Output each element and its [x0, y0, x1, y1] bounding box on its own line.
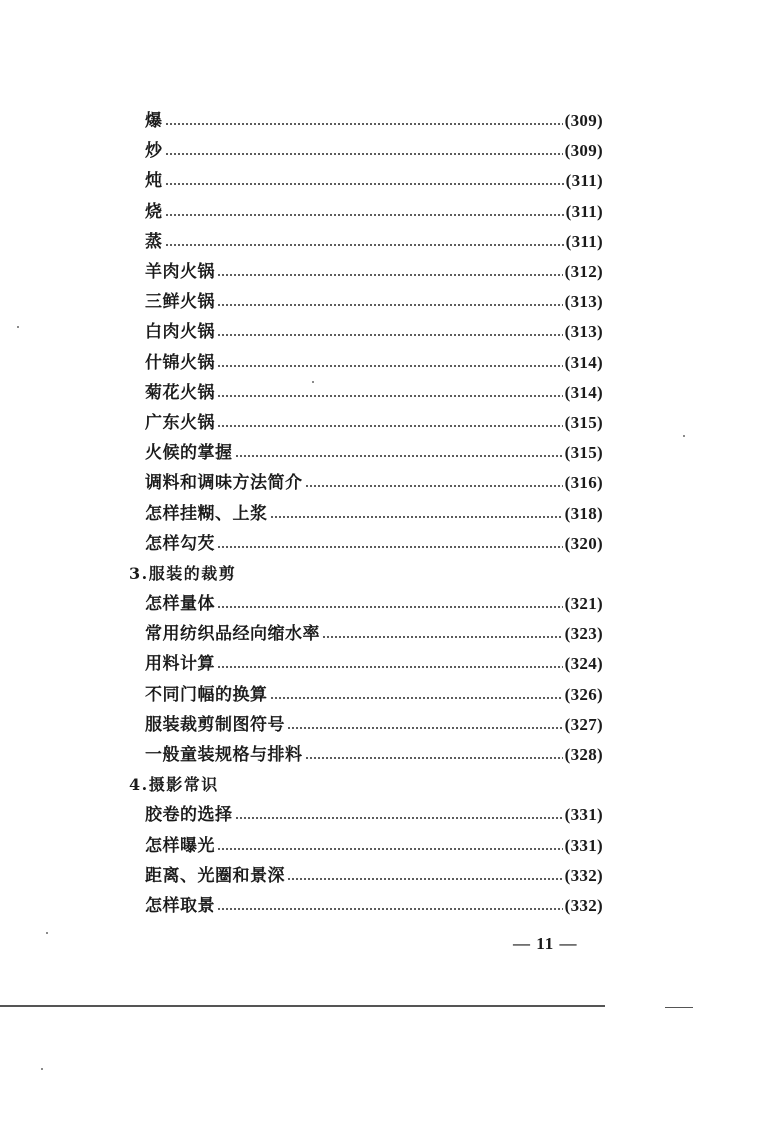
toc-entry-page: (323) — [564, 624, 603, 644]
toc-entry-title: 广东火锅 — [145, 412, 215, 433]
toc-entry — [125, 649, 603, 679]
dot-leader — [165, 183, 564, 185]
toc-entry — [125, 166, 603, 196]
toc-entry-title: 不同门幅的换算 — [145, 684, 268, 705]
dot-leader — [287, 878, 563, 880]
toc-entry — [125, 861, 603, 891]
toc-entry-page: (313) — [564, 292, 603, 312]
toc-entry-title: 火候的掌握 — [145, 443, 233, 464]
scan-speck — [41, 1068, 43, 1070]
scan-speck — [683, 435, 685, 437]
toc-entry — [125, 589, 603, 619]
toc-entry — [125, 408, 603, 438]
toc-entry-page: (321) — [564, 594, 603, 614]
toc-entry-page: (313) — [564, 322, 603, 342]
toc-entry-title: 爆 — [145, 111, 163, 132]
dot-leader — [217, 425, 563, 427]
toc-entry-page: (332) — [564, 895, 603, 915]
toc-entry-title: 用料计算 — [145, 654, 215, 675]
toc-entry-page: (332) — [564, 865, 603, 885]
dot-leader — [217, 666, 563, 668]
toc-entry-page: (327) — [564, 714, 603, 734]
toc-entry — [125, 317, 603, 347]
section-title: 3.服装的裁剪 — [129, 563, 237, 583]
scan-edge-line — [0, 1005, 605, 1007]
dot-leader — [165, 244, 564, 246]
toc-entry-title: 怎样曝光 — [145, 835, 215, 856]
toc-entry-title: 三鲜火锅 — [145, 292, 215, 313]
dot-leader — [217, 274, 563, 276]
toc-entry — [125, 619, 603, 649]
toc-entry-page: (311) — [565, 171, 603, 191]
toc-entry — [125, 378, 603, 408]
toc-entry-page: (324) — [564, 654, 603, 674]
toc-entry-page: (331) — [564, 835, 603, 855]
toc-entry-title: 烧 — [145, 201, 163, 222]
dot-leader — [165, 214, 564, 216]
toc-entry-title: 服装裁剪制图符号 — [145, 714, 285, 735]
toc-entry — [125, 257, 603, 287]
toc-entry-title: 调料和调味方法简介 — [145, 473, 303, 494]
dot-leader — [305, 757, 563, 759]
toc-entry — [125, 800, 603, 830]
dot-leader — [217, 606, 563, 608]
toc-entry-title: 什锦火锅 — [145, 352, 215, 373]
toc-entry-page: (309) — [564, 141, 603, 161]
section-title: 4.摄影常识 — [129, 775, 219, 795]
dot-leader — [270, 516, 563, 518]
toc-entry — [125, 740, 603, 770]
dot-leader — [217, 546, 563, 548]
toc-entry-page: (309) — [564, 111, 603, 131]
dot-leader — [217, 334, 563, 336]
toc-entry — [125, 468, 603, 498]
dot-leader — [235, 817, 563, 819]
toc-entry-title: 羊肉火锅 — [145, 262, 215, 283]
toc-entry-page: (326) — [564, 684, 603, 704]
toc-entry-page: (314) — [564, 352, 603, 372]
toc-entry — [125, 438, 603, 468]
page-number: — 11 — — [513, 934, 578, 953]
toc-entry-title: 胶卷的选择 — [145, 805, 233, 826]
dot-leader — [165, 153, 563, 155]
toc-entry — [125, 831, 603, 861]
toc-entry — [125, 710, 603, 740]
toc-entry-page: (316) — [564, 473, 603, 493]
toc-entry-page: (311) — [565, 201, 603, 221]
dot-leader — [235, 455, 563, 457]
toc-entry-title: 菊花火锅 — [145, 382, 215, 403]
toc-entry-page: (312) — [564, 262, 603, 282]
table-of-contents — [125, 106, 603, 921]
scan-speck — [17, 326, 19, 328]
dot-leader — [305, 485, 563, 487]
toc-entry — [125, 348, 603, 378]
toc-entry-title: 怎样量体 — [145, 594, 215, 615]
scan-speck — [46, 932, 48, 934]
dot-leader — [322, 636, 563, 638]
section-heading — [125, 770, 603, 800]
scan-speck — [312, 381, 314, 383]
toc-entry-title: 白肉火锅 — [145, 322, 215, 343]
section-heading — [125, 559, 603, 589]
toc-entry-page: (315) — [564, 443, 603, 463]
toc-entry-title: 距离、光圈和景深 — [145, 865, 285, 886]
toc-entry — [125, 136, 603, 166]
toc-entry-title: 炒 — [145, 141, 163, 162]
dot-leader — [217, 365, 563, 367]
toc-entry — [125, 287, 603, 317]
toc-entry — [125, 106, 603, 136]
toc-entry — [125, 680, 603, 710]
toc-entry-title: 蒸 — [145, 231, 163, 252]
dot-leader — [165, 123, 563, 125]
dot-leader — [217, 848, 563, 850]
toc-entry-title: 炖 — [145, 171, 163, 192]
toc-entry — [125, 891, 603, 921]
dot-leader — [287, 727, 563, 729]
toc-entry — [125, 529, 603, 559]
toc-entry — [125, 498, 603, 528]
toc-entry-title: 怎样勾芡 — [145, 533, 215, 554]
toc-entry — [125, 227, 603, 257]
toc-entry-page: (311) — [565, 231, 603, 251]
toc-entry-page: (320) — [564, 533, 603, 553]
toc-entry-title: 怎样挂糊、上浆 — [145, 503, 268, 524]
dot-leader — [217, 908, 563, 910]
toc-entry-page: (331) — [564, 805, 603, 825]
dot-leader — [217, 395, 563, 397]
toc-entry-page: (315) — [564, 412, 603, 432]
toc-entry-page: (318) — [564, 503, 603, 523]
scan-edge-line-right — [665, 1007, 693, 1008]
dot-leader — [217, 304, 563, 306]
toc-entry-title: 常用纺织品经向缩水率 — [145, 624, 320, 645]
toc-entry-page: (314) — [564, 382, 603, 402]
toc-entry-title: 怎样取景 — [145, 895, 215, 916]
toc-entry-page: (328) — [564, 745, 603, 765]
toc-entry-title: 一般童装规格与排料 — [145, 745, 303, 766]
dot-leader — [270, 697, 563, 699]
toc-entry — [125, 197, 603, 227]
